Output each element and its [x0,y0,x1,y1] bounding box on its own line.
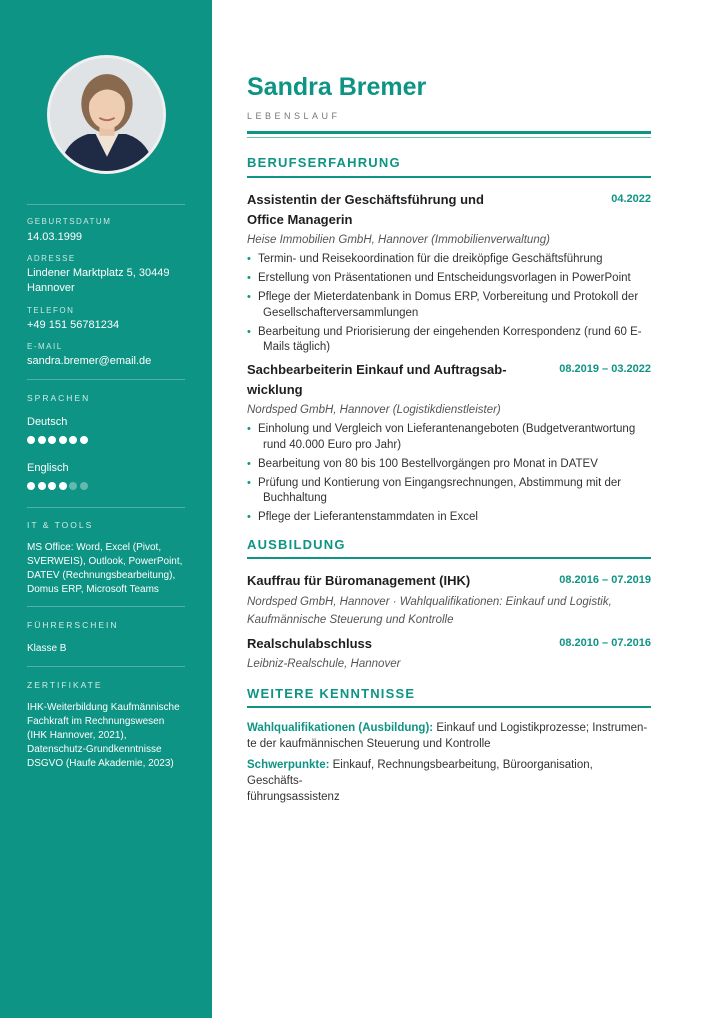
job-title-line: Office Managerin [247,212,353,227]
portrait-image [50,58,163,171]
education-title: Kauffrau für Büromanagement (IHK) [247,573,471,588]
sidebar-divider [27,507,185,508]
section-rule [247,706,651,708]
list-item: • Pflege der Lieferantenstammdaten in Excel [247,510,651,526]
list-item: • Prüfung und Kontierung von Eingangsrechnungen, Abstimmung mit der Buchhaltung [247,476,651,507]
list-item: • Termin- und Reisekoordination für die dreiköpfige Geschäftsführung [247,252,651,268]
phone-label: TELEFON [27,306,75,315]
level-dot [48,436,56,444]
education-section-title: AUSBILDUNG [247,537,346,552]
sidebar-divider [27,379,185,380]
certificates-title: ZERTIFIKATE [27,680,103,690]
birthdate-value: 14.03.1999 [27,231,83,243]
section-rule [247,176,651,178]
document-subtitle: LEBENSLAUF [247,111,341,121]
list-item: • Erstellung von Präsentationen und Entscheidungsvorlagen in PowerPoint [247,271,651,287]
sidebar-divider [27,606,185,607]
header-rule [247,131,651,134]
education-details: Leibniz-Realschule, Hannover [247,658,401,670]
sidebar-divider [27,204,185,205]
job-title-line: Assistentin der Geschäftsführung und [247,192,484,207]
language-name-german: Deutsch [27,416,68,428]
level-dot [69,436,77,444]
education-details: Nordsped GmbH, Hannover · Wahlqualifikationen: Einkauf und Logistik, Kaufmännische Steuerung und Kontrolle [247,596,612,626]
level-dot [59,482,67,490]
level-dot-empty [69,482,77,490]
section-rule [247,557,651,559]
level-dot [59,436,67,444]
education-title: Realschulabschluss [247,636,372,651]
job-company: Heise Immobilien GmbH, Hannover (Immobilienverwaltung) [247,234,550,246]
level-dot [38,482,46,490]
job-duties [247,252,651,359]
list-item: • Einholung und Vergleich von Lieferantenangeboten (Budgetverantwortung rund 40.000 Euro pro Jahr) [247,422,651,453]
list-item: • Bearbeitung von 80 bis 100 Bestellvorgängen pro Monat in DATEV [247,457,651,473]
list-item: • Pflege der Mieterdatenbank in Domus ERP, Vorbereitung und Protokoll der Gesellschafterversammlungen [247,290,651,321]
header-rule-thin [247,137,651,138]
skills-item: Schwerpunkte: Einkauf, Rechnungsbearbeitung, Büroorganisation, Geschäfts- führungsassistenz [247,759,593,803]
job-company: Nordsped GmbH, Hannover (Logistikdienstleister) [247,404,501,416]
tools-title: IT & TOOLS [27,520,94,530]
job-duties [247,422,651,529]
level-dot [80,436,88,444]
skills-item: Wahlqualifikationen (Ausbildung): Einkauf und Logistikprozesse; Instrumen- te der kaufmännischen Steuerung und Kontrolle [247,722,648,750]
education-date: 08.2016 – 07.2019 [559,574,651,586]
list-item: • Bearbeitung und Priorisierung der eingehenden Korrespondenz (rund 60 E- Mails täglich) [247,325,651,356]
job-title [247,360,527,400]
level-dot [38,436,46,444]
language-level-english [27,482,88,490]
languages-title: SPRACHEN [27,393,91,403]
level-dot [27,482,35,490]
language-name-english: Englisch [27,462,69,474]
job-date: 08.2019 – 03.2022 [559,363,651,375]
email-value: sandra.bremer@email.de [27,355,152,367]
job-date: 04.2022 [611,193,651,205]
address-label: ADRESSE [27,254,76,263]
skills-section-title: WEITERE KENNTNISSE [247,686,416,701]
certificates-text: IHK-Weiterbildung Kaufmännische Fachkraft im Rechnungswesen (IHK Hannover, 2021), Datenschutz-Grundkenntnisse DSGVO (Haufe Akademie, 2023) [27,702,180,769]
level-dot [27,436,35,444]
tools-text: MS Office: Word, Excel (Pivot, SVERWEIS), Outlook, PowerPoint, DATEV (Rechnungsbearbeitung), Domus ERP, Microsoft Teams [27,542,183,595]
language-level-german [27,436,88,444]
job-title-line: Sachbearbeiterin Einkauf und Auftragsab- [247,362,507,377]
sidebar [0,0,212,1018]
sidebar-divider [27,666,185,667]
education-date: 08.2010 – 07.2016 [559,637,651,649]
license-text: Klasse B [27,643,67,654]
address-value: Lindener Marktplatz 5, 30449 Hannover [27,267,170,294]
job-title-line: wicklung [247,382,303,397]
email-label: E-MAIL [27,342,63,351]
level-dot [48,482,56,490]
level-dot-empty [80,482,88,490]
license-title: FÜHRERSCHEIN [27,620,119,630]
profile-photo [47,55,166,174]
person-name: Sandra Bremer [247,73,427,101]
experience-section-title: BERUFSERFAHRUNG [247,155,401,170]
phone-value: +49 151 56781234 [27,319,120,331]
job-title [247,190,517,230]
birthdate-label: GEBURTSDATUM [27,217,112,226]
